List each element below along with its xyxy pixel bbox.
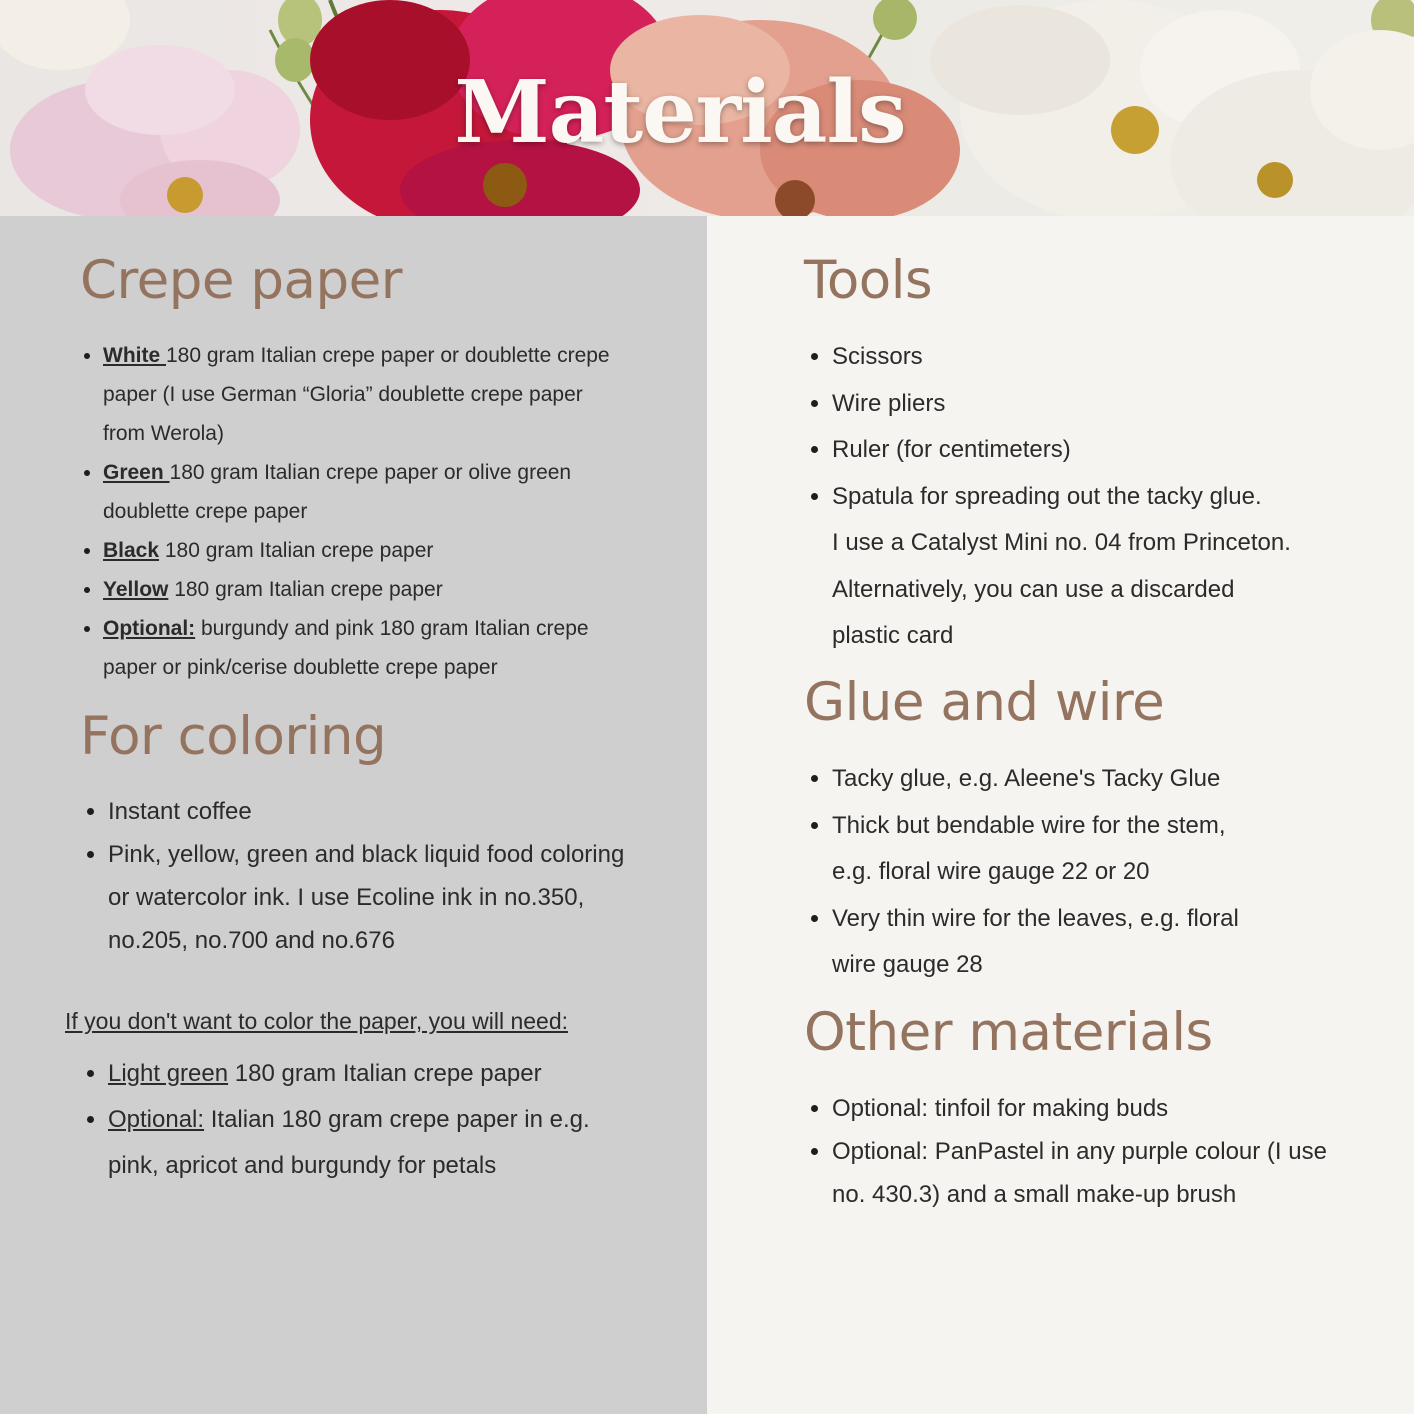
list-item — [108, 1097, 628, 1189]
no-coloring-list — [80, 1051, 628, 1189]
list-item — [832, 803, 1392, 896]
list-item — [108, 790, 628, 833]
other-materials-list — [804, 1087, 1352, 1216]
item-label: Optional: — [108, 1106, 205, 1133]
right-column — [707, 216, 1414, 1414]
tools-list — [804, 334, 1392, 660]
glue-wire-list — [804, 756, 1392, 989]
item-text: 180 gram Italian crepe paper — [228, 1060, 542, 1087]
item-text: 180 gram Italian crepe paper — [159, 539, 434, 562]
item-label: White — [103, 344, 166, 367]
list-item — [103, 531, 613, 570]
list-item — [103, 609, 613, 687]
list-item — [832, 474, 1392, 660]
section-heading-other-materials: Other materials — [804, 1002, 1213, 1063]
list-item — [832, 334, 1392, 381]
section-heading-glue-and-wire: Glue and wire — [804, 672, 1165, 733]
item-label: Yellow — [103, 578, 169, 601]
item-text: Optional: tinfoil for making buds — [832, 1095, 1169, 1122]
item-text: burgundy and pink 180 gram Italian crepe paper or pink/cerise doublette crepe paper — [103, 617, 589, 679]
list-item — [108, 1051, 628, 1097]
item-text-line: I use a Catalyst Mini no. 04 from Princeton. — [832, 529, 1291, 556]
no-coloring-note: If you don't want to color the paper, you will need: — [65, 1008, 569, 1034]
item-text: Tacky glue, e.g. Aleene's Tacky Glue — [832, 765, 1221, 792]
item-text: 180 gram Italian crepe paper or olive green doublette crepe paper — [103, 461, 572, 523]
left-column — [0, 216, 707, 1414]
item-text: Wire pliers — [832, 389, 946, 417]
list-item — [103, 336, 613, 453]
section-heading-for-coloring: For coloring — [80, 706, 387, 767]
list-item — [103, 453, 613, 531]
crepe-paper-list — [75, 336, 613, 687]
item-label: Green — [103, 461, 170, 484]
item-text-line: Alternatively, you can use a discarded — [832, 575, 1235, 603]
item-text: Very thin wire for the leaves, e.g. floral — [832, 904, 1239, 932]
item-text: Italian 180 gram crepe paper in e.g. pink, apricot and burgundy for petals — [108, 1106, 590, 1179]
item-text-line: wire gauge 28 — [832, 951, 983, 978]
item-label: Light green — [108, 1060, 229, 1087]
item-text-line: plastic card — [832, 622, 954, 649]
for-coloring-list — [80, 790, 628, 962]
item-text: 180 gram Italian crepe paper or doublette crepe paper (I use German “Gloria” doublette crepe paper from Werola) — [103, 344, 610, 445]
item-text: Instant coffee — [108, 798, 252, 825]
list-item — [832, 896, 1392, 989]
item-text: Ruler (for centimeters) — [832, 436, 1071, 463]
item-text: Thick but bendable wire for the stem, — [832, 811, 1226, 839]
page-title: Materials — [454, 62, 906, 163]
item-label: Optional: — [103, 617, 196, 640]
list-item — [832, 427, 1392, 474]
item-text: Scissors — [832, 343, 923, 370]
list-item — [832, 756, 1392, 803]
section-heading-tools: Tools — [804, 250, 933, 311]
list-item — [103, 570, 613, 609]
item-label: Black — [103, 539, 160, 562]
item-text: Spatula for spreading out the tacky glue. — [832, 482, 1262, 510]
item-text: Pink, yellow, green and black liquid food coloring or watercolor ink. I use Ecoline ink in no.350, no.205, no.700 and no.676 — [108, 841, 625, 954]
item-text: Optional: PanPastel in any purple colour (I use no. 430.3) and a small make-up brush — [832, 1138, 1327, 1208]
item-text-line: e.g. floral wire gauge 22 or 20 — [832, 858, 1150, 885]
list-item — [832, 381, 1392, 428]
list-item — [832, 1087, 1352, 1130]
header-banner — [0, 0, 1414, 216]
list-item — [832, 1130, 1352, 1216]
section-heading-crepe-paper: Crepe paper — [80, 250, 402, 311]
list-item — [108, 833, 628, 962]
item-text: 180 gram Italian crepe paper — [168, 578, 443, 601]
